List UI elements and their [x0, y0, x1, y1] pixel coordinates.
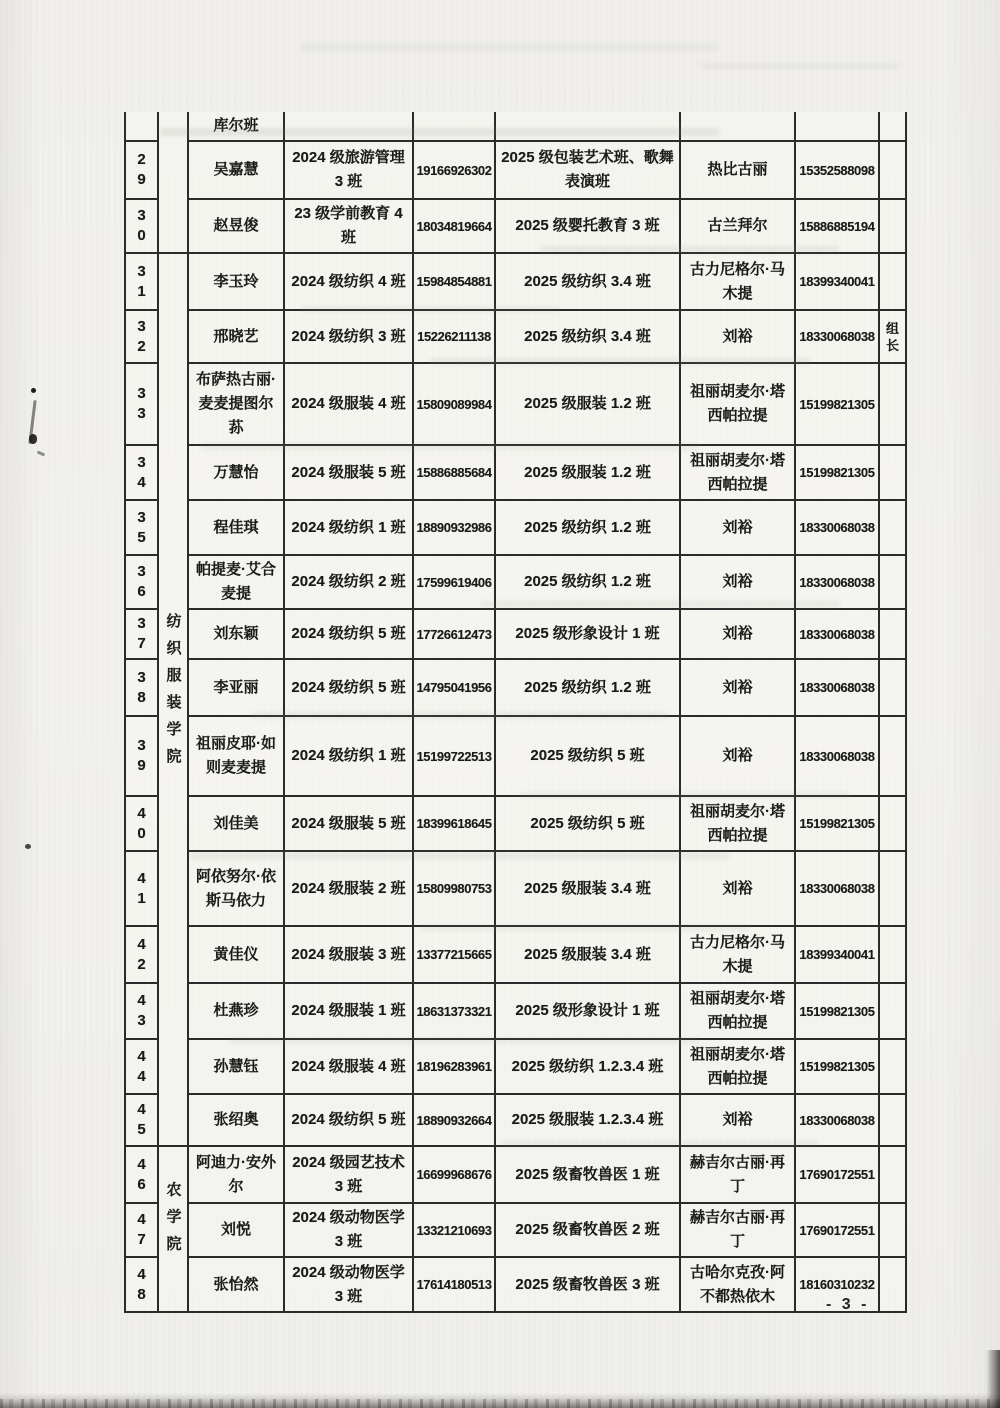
cell-name: 库尔班	[189, 112, 285, 142]
cell-num	[126, 927, 159, 984]
cell-phone_2024: 15226211138	[414, 311, 496, 364]
scan-smudge	[250, 712, 670, 719]
row-number-digit: 0	[137, 227, 146, 244]
cell-leader_phone: 17690172551	[796, 1204, 880, 1258]
cell-name: 邢晓艺	[189, 311, 285, 364]
row-number-digit: 2	[137, 337, 146, 355]
scan-smudge	[300, 42, 720, 52]
cell-class_2025: 2025 级纺织 5 班	[496, 797, 681, 852]
table-row	[126, 311, 907, 364]
table-row	[126, 852, 907, 927]
cell-college	[159, 311, 189, 364]
cell-name: 李玉玲	[189, 254, 285, 311]
cell-phone_2024: 17599619406	[414, 556, 496, 610]
scan-smudge	[480, 601, 840, 607]
cell-note	[880, 200, 907, 254]
cell-name: 赵昱俊	[189, 200, 285, 254]
cell-college	[159, 254, 189, 311]
cell-name: 阿迪力·安外尔	[189, 1147, 285, 1204]
cell-name: 程佳琪	[189, 501, 285, 556]
cell-class_2025: 2025 级畜牧兽医 2 班	[496, 1204, 681, 1258]
cell-note	[880, 610, 907, 660]
scan-smudge	[420, 925, 750, 931]
cell-num	[126, 717, 159, 797]
cell-note	[880, 501, 907, 556]
row-number-digit: 1	[137, 889, 146, 907]
cell-class_2025: 2025 级纺织 1.2 班	[496, 501, 681, 556]
cell-num	[126, 984, 159, 1040]
cell-leader_phone: 18330068038	[796, 311, 880, 364]
row-number-digit: 4	[137, 1211, 146, 1228]
cell-name: 刘悦	[189, 1204, 285, 1258]
row-number-digit: 7	[137, 1231, 146, 1248]
cell-leader: 祖丽胡麦尔·塔西帕拉提	[681, 984, 796, 1040]
cell-leader_phone: 18399340041	[796, 254, 880, 311]
scan-corner-blot	[986, 1350, 1000, 1408]
college-label-char: 农	[166, 1181, 182, 1198]
cell-num	[126, 1258, 159, 1313]
cell-college	[159, 1040, 189, 1095]
cell-leader_phone: 18330068038	[796, 556, 880, 610]
cell-college	[159, 446, 189, 501]
cell-phone_2024: 15984854881	[414, 254, 496, 311]
cell-phone_2024: 15809089984	[414, 364, 496, 446]
cell-note	[880, 797, 907, 852]
cell-leader: 祖丽胡麦尔·塔西帕拉提	[681, 797, 796, 852]
cell-class_2024: 2024 级纺织 4 班	[285, 254, 414, 311]
table-row	[126, 142, 907, 200]
row-number-digit: 4	[137, 1067, 146, 1085]
page-number: - 3 -	[826, 1296, 870, 1313]
cell-num	[126, 556, 159, 610]
cell-leader: 刘裕	[681, 717, 796, 797]
cell-leader: 祖丽胡麦尔·塔西帕拉提	[681, 1040, 796, 1095]
table-row	[126, 254, 907, 311]
row-number-digit: 3	[137, 405, 146, 422]
cell-leader: 古力尼格尔·马木提	[681, 254, 796, 311]
cell-college	[159, 1258, 189, 1313]
cell-class_2024: 2024 级纺织 5 班	[285, 1095, 414, 1147]
cell-leader: 刘裕	[681, 1095, 796, 1147]
cell-num	[126, 660, 159, 717]
cell-leader_phone: 17690172551	[796, 1147, 880, 1204]
cell-class_2024: 2024 级服装 3 班	[285, 927, 414, 984]
cell-leader: 刘裕	[681, 852, 796, 927]
cell-class_2024: 2024 级服装 4 班	[285, 364, 414, 446]
cell-class_2025: 2025 级纺织 1.2 班	[496, 660, 681, 717]
scan-smudge	[700, 62, 900, 70]
cell-name: 杜燕珍	[189, 984, 285, 1040]
row-number-digit: 3	[137, 737, 146, 754]
cell-college	[159, 1095, 189, 1147]
table-row	[126, 1095, 907, 1147]
cell-note	[880, 1147, 907, 1204]
cell-leader_phone: 18330068038	[796, 660, 880, 717]
row-number-digit: 5	[137, 528, 146, 546]
row-number-digit: 0	[137, 824, 146, 842]
cell-num	[126, 311, 159, 364]
row-number-digit: 4	[137, 935, 146, 953]
scan-smudge	[520, 792, 850, 798]
table-row	[126, 1040, 907, 1095]
row-number-digit: 3	[137, 668, 146, 686]
cell-leader_phone: 15199821305	[796, 446, 880, 501]
cell-note	[880, 446, 907, 501]
cell-leader_phone: 15886885194	[796, 200, 880, 254]
college-label-char: 院	[166, 748, 182, 765]
cell-note	[880, 364, 907, 446]
row-number-digit: 4	[137, 804, 146, 822]
table-row-partial	[126, 112, 907, 142]
cell-class_2024: 2024 级纺织 3 班	[285, 311, 414, 364]
cell-class_2024: 2024 级动物医学 3 班	[285, 1204, 414, 1258]
cell-num	[126, 112, 159, 142]
cell-num	[126, 610, 159, 660]
cell-leader_phone: 15199821305	[796, 1040, 880, 1095]
cell-leader_phone: 18160310232	[796, 1258, 880, 1313]
college-label-char: 装	[166, 694, 182, 711]
cell-num	[126, 797, 159, 852]
scan-smudge	[430, 358, 810, 365]
cell-phone_2024: 18034819664	[414, 200, 496, 254]
cell-college	[159, 797, 189, 852]
college-label-char: 学	[166, 721, 182, 738]
cell-phone_2024: 13321210693	[414, 1204, 496, 1258]
cell-num	[126, 254, 159, 311]
ink-speck	[29, 434, 37, 444]
cell-class_2025: 2025 级纺织 5 班	[496, 717, 681, 797]
cell-num	[126, 852, 159, 927]
table-row	[126, 1147, 907, 1204]
cell-phone_2024: 14795041956	[414, 660, 496, 717]
cell-class_2025: 2025 级畜牧兽医 1 班	[496, 1147, 681, 1204]
table-row	[126, 610, 907, 660]
cell-leader: 祖丽胡麦尔·塔西帕拉提	[681, 364, 796, 446]
cell-note	[880, 1258, 907, 1313]
cell-name: 孙慧钰	[189, 1040, 285, 1095]
cell-class_2024: 2024 级服装 5 班	[285, 797, 414, 852]
scan-edge-streaks	[0, 1399, 1000, 1408]
cell-class_2024: 2024 级服装 1 班	[285, 984, 414, 1040]
cell-num	[126, 446, 159, 501]
cell-phone_2024: 15886885684	[414, 446, 496, 501]
cell-class_2024: 2024 级动物医学 3 班	[285, 1258, 414, 1313]
cell-college	[159, 142, 189, 200]
cell-class_2025	[496, 112, 681, 142]
row-number-digit: 8	[137, 688, 146, 706]
cell-phone_2024: 19166926302	[414, 142, 496, 200]
cell-name: 张怡然	[189, 1258, 285, 1313]
cell-leader: 刘裕	[681, 660, 796, 717]
row-number-digit: 5	[137, 1121, 146, 1138]
cell-leader: 古哈尔克孜·阿不都热依木	[681, 1258, 796, 1313]
cell-note	[880, 717, 907, 797]
cell-leader: 古力尼格尔·马木提	[681, 927, 796, 984]
cell-class_2025: 2025 级畜牧兽医 3 班	[496, 1258, 681, 1313]
ink-speck	[25, 844, 31, 849]
college-label	[159, 1176, 189, 1257]
cell-leader_phone: 18330068038	[796, 1095, 880, 1147]
cell-note	[880, 660, 907, 717]
cell-name: 祖丽皮耶·如则麦麦提	[189, 717, 285, 797]
cell-leader: 刘裕	[681, 311, 796, 364]
ink-scratch	[37, 451, 46, 457]
cell-class_2024: 2024 级纺织 1 班	[285, 501, 414, 556]
cell-phone_2024: 18890932986	[414, 501, 496, 556]
cell-num	[126, 364, 159, 446]
table-row	[126, 446, 907, 501]
cell-class_2024: 2024 级旅游管理 3 班	[285, 142, 414, 200]
scan-smudge	[300, 306, 560, 312]
cell-leader: 祖丽胡麦尔·塔西帕拉提	[681, 446, 796, 501]
cell-name: 张绍奥	[189, 1095, 285, 1147]
cell-leader_phone: 18330068038	[796, 501, 880, 556]
row-number-digit: 8	[137, 1285, 146, 1303]
cell-phone_2024: 18196283961	[414, 1040, 496, 1095]
cell-phone_2024: 18631373321	[414, 984, 496, 1040]
cell-phone_2024: 15809980753	[414, 852, 496, 927]
cell-num	[126, 1147, 159, 1204]
scan-smudge	[190, 852, 730, 859]
cell-class_2025: 2025 级纺织 3.4 班	[496, 254, 681, 311]
cell-class_2024: 2024 级园艺技术 3 班	[285, 1147, 414, 1204]
cell-name: 万慧怡	[189, 446, 285, 501]
cell-phone_2024: 18890932664	[414, 1095, 496, 1147]
row-number-digit: 3	[137, 317, 146, 335]
scan-smudge	[500, 1141, 820, 1147]
cell-college	[159, 852, 189, 927]
cell-leader_phone: 15199821305	[796, 364, 880, 446]
cell-phone_2024: 16699968676	[414, 1147, 496, 1204]
cell-leader_phone: 18399340041	[796, 927, 880, 984]
note-char: 长	[885, 337, 899, 353]
row-number-digit: 3	[137, 563, 146, 580]
cell-leader_phone: 15352588098	[796, 142, 880, 200]
cell-leader: 赫吉尔古丽·再丁	[681, 1204, 796, 1258]
cell-phone_2024: 15199722513	[414, 717, 496, 797]
cell-name: 刘佳美	[189, 797, 285, 852]
table-row	[126, 717, 907, 797]
table-row	[126, 501, 907, 556]
cell-num	[126, 501, 159, 556]
cell-leader: 赫吉尔古丽·再丁	[681, 1147, 796, 1204]
cell-leader_phone: 18330068038	[796, 852, 880, 927]
scan-smudge	[200, 443, 700, 450]
cell-phone_2024: 13377215665	[414, 927, 496, 984]
cell-class_2024: 2024 级纺织 5 班	[285, 660, 414, 717]
cell-note	[880, 112, 907, 142]
cell-name: 吴嘉慧	[189, 142, 285, 200]
college-label-char: 服	[166, 667, 182, 684]
cell-num	[126, 1204, 159, 1258]
scan-smudge	[230, 1038, 700, 1044]
row-number-digit: 3	[137, 1012, 146, 1029]
cell-num	[126, 1095, 159, 1147]
cell-num	[126, 142, 159, 200]
cell-leader_phone	[796, 112, 880, 142]
cell-college	[159, 364, 189, 446]
note-char: 组	[885, 320, 899, 336]
row-number-digit: 3	[137, 385, 146, 402]
cell-note	[880, 927, 907, 984]
cell-class_2025: 2025 级形象设计 1 班	[496, 610, 681, 660]
cell-class_2025: 2025 级婴托教育 3 班	[496, 200, 681, 254]
cell-college	[159, 501, 189, 556]
cell-leader: 热比古丽	[681, 142, 796, 200]
row-number-digit: 4	[137, 992, 146, 1009]
table-row	[126, 364, 907, 446]
cell-note	[880, 1095, 907, 1147]
cell-phone_2024: 17726612473	[414, 610, 496, 660]
scan-smudge	[160, 128, 720, 136]
row-number-digit: 4	[137, 869, 146, 887]
cell-note	[880, 254, 907, 311]
college-label-char: 院	[166, 1235, 182, 1252]
cell-class_2024: 2024 级服装 4 班	[285, 1040, 414, 1095]
row-number-digit: 4	[137, 473, 146, 491]
cell-name: 帕提麦·艾合麦提	[189, 556, 285, 610]
cell-note	[880, 1204, 907, 1258]
scan-smudge	[540, 246, 840, 253]
row-number-digit: 4	[137, 1101, 146, 1118]
cell-name: 李亚丽	[189, 660, 285, 717]
cell-college	[159, 556, 189, 610]
cell-class_2025: 2025 级纺织 3.4 班	[496, 311, 681, 364]
table-row	[126, 927, 907, 984]
cell-class_2024: 23 级学前教育 4 班	[285, 200, 414, 254]
cell-class_2025: 2025 级形象设计 1 班	[496, 984, 681, 1040]
cell-college	[159, 112, 189, 142]
cell-class_2024: 2024 级纺织 2 班	[285, 556, 414, 610]
row-number-digit: 2	[137, 151, 146, 168]
row-number-digit: 7	[137, 635, 146, 652]
row-number-digit: 9	[137, 757, 146, 774]
cell-note	[880, 311, 907, 364]
cell-name: 阿依努尔·依斯马依力	[189, 852, 285, 927]
cell-note	[880, 142, 907, 200]
cell-num	[126, 1040, 159, 1095]
row-number-digit: 4	[137, 1265, 146, 1283]
cell-class_2025: 2025 级纺织 1.2 班	[496, 556, 681, 610]
cell-class_2024: 2024 级纺织 5 班	[285, 610, 414, 660]
cell-leader_phone: 18330068038	[796, 717, 880, 797]
cell-college	[159, 200, 189, 254]
row-number-digit: 3	[137, 453, 146, 471]
cell-college	[159, 927, 189, 984]
college-label-char: 纺	[166, 613, 182, 630]
ink-speck	[31, 388, 36, 393]
cell-leader: 刘裕	[681, 610, 796, 660]
cell-leader_phone: 18330068038	[796, 610, 880, 660]
cell-phone_2024: 18399618645	[414, 797, 496, 852]
row-number-digit: 3	[137, 615, 146, 632]
row-number-digit: 4	[137, 1155, 146, 1173]
cell-leader: 古兰拜尔	[681, 200, 796, 254]
cell-class_2024: 2024 级服装 2 班	[285, 852, 414, 927]
table-row	[126, 1204, 907, 1258]
row-number-digit: 9	[137, 171, 146, 188]
table-row	[126, 797, 907, 852]
cell-phone_2024	[414, 112, 496, 142]
cell-class_2024	[285, 112, 414, 142]
cell-leader: 刘裕	[681, 501, 796, 556]
cell-name: 布萨热古丽·麦麦提图尔荪	[189, 364, 285, 446]
cell-class_2024: 2024 级服装 5 班	[285, 446, 414, 501]
cell-note	[880, 1040, 907, 1095]
table-row	[126, 660, 907, 717]
cell-note	[880, 852, 907, 927]
cell-leader	[681, 112, 796, 142]
cell-note	[880, 984, 907, 1040]
cell-phone_2024: 17614180513	[414, 1258, 496, 1313]
college-label-char: 学	[166, 1208, 182, 1225]
cell-class_2025: 2025 级服装 1.2 班	[496, 364, 681, 446]
cell-college	[159, 984, 189, 1040]
cell-class_2025: 2025 级包装艺术班、歌舞表演班	[496, 142, 681, 200]
cell-class_2025: 2025 级服装 3.4 班	[496, 852, 681, 927]
cell-leader_phone: 15199821305	[796, 984, 880, 1040]
college-label-char: 织	[166, 640, 182, 657]
row-number-digit: 4	[137, 1047, 146, 1065]
cell-note	[880, 556, 907, 610]
row-number-digit: 3	[137, 262, 146, 280]
row-number-digit: 6	[137, 583, 146, 600]
row-number-digit: 3	[137, 207, 146, 224]
cell-name: 刘东颖	[189, 610, 285, 660]
cell-class_2025: 2025 级服装 1.2.3.4 班	[496, 1095, 681, 1147]
table-row	[126, 984, 907, 1040]
cell-class_2025: 2025 级服装 3.4 班	[496, 927, 681, 984]
cell-class_2024: 2024 级纺织 1 班	[285, 717, 414, 797]
row-number-digit: 2	[137, 955, 146, 973]
cell-leader_phone: 15199821305	[796, 797, 880, 852]
row-number-digit: 1	[137, 282, 146, 300]
row-number-digit: 3	[137, 508, 146, 526]
cell-leader: 刘裕	[681, 556, 796, 610]
cell-class_2025: 2025 级服装 1.2 班	[496, 446, 681, 501]
college-label	[159, 608, 189, 770]
cell-class_2025: 2025 级纺织 1.2.3.4 班	[496, 1040, 681, 1095]
table-row	[126, 1258, 907, 1313]
cell-name: 黄佳仪	[189, 927, 285, 984]
row-number-digit: 6	[137, 1175, 146, 1193]
cell-num	[126, 200, 159, 254]
